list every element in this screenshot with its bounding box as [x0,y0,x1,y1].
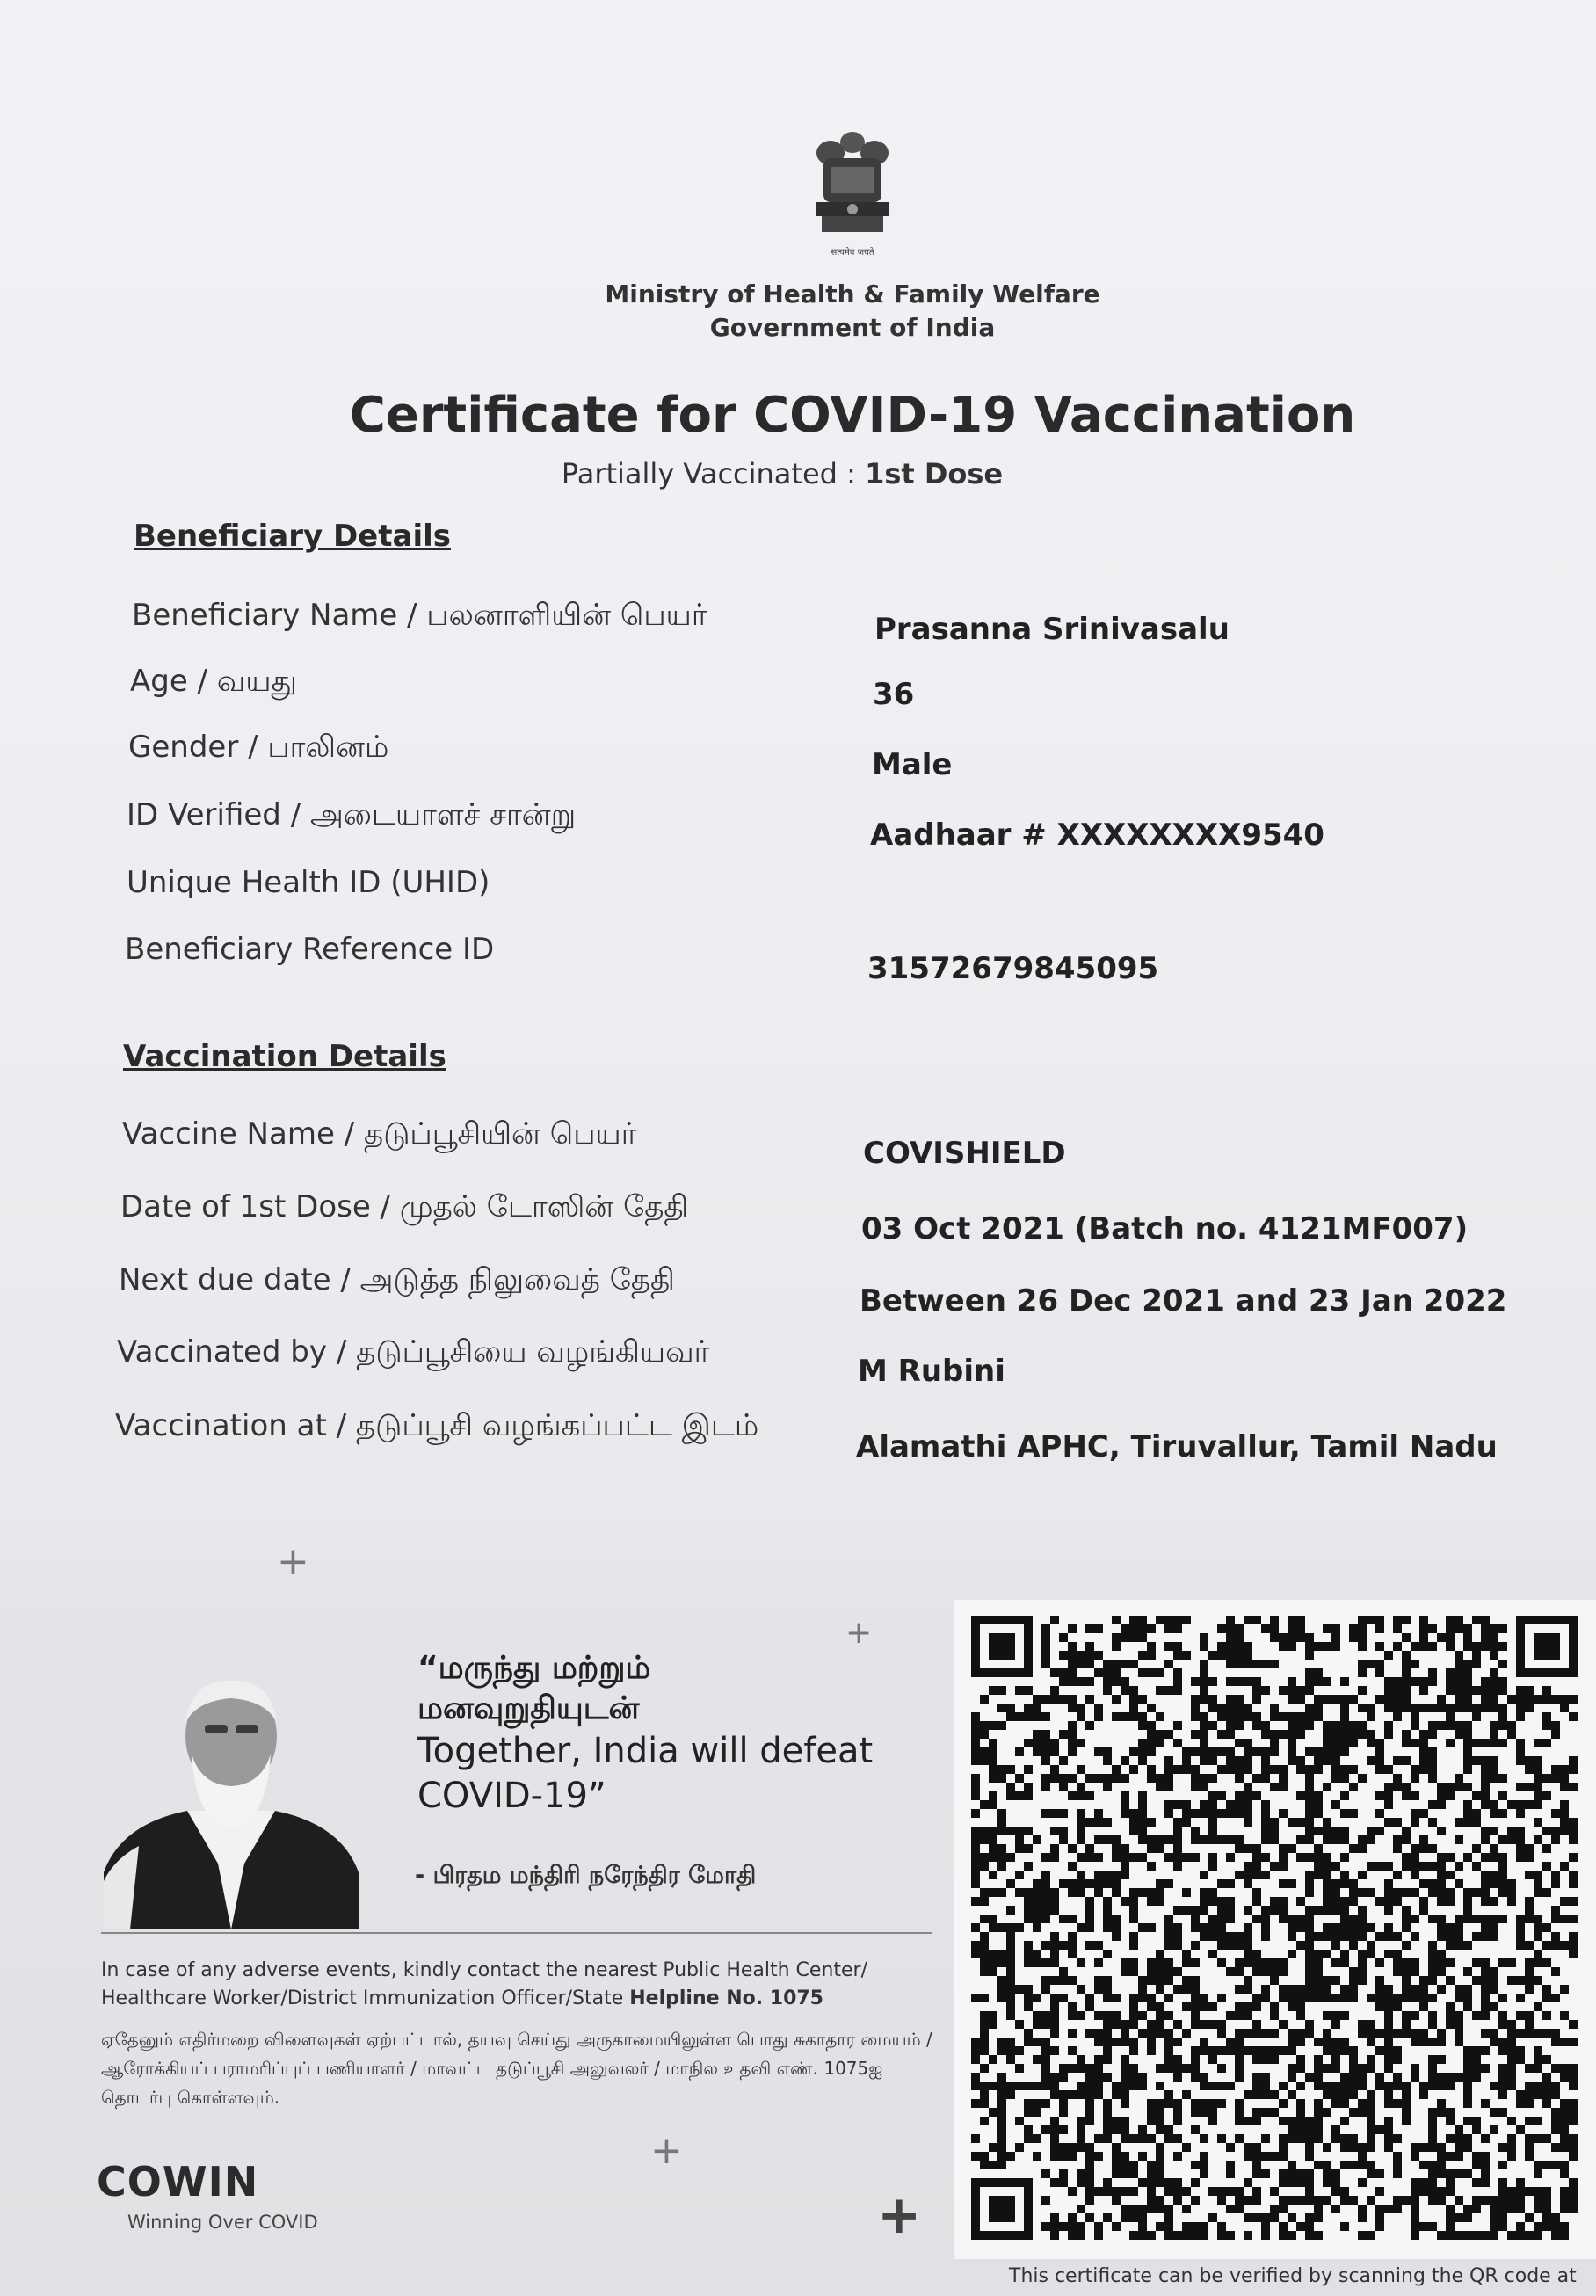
quote-english-line1: Together, India will defeat [417,1731,874,1772]
vaccine-name-label: Vaccine Name / தடுப்பூசியின் பெயர் [122,1116,637,1152]
first-dose-date-label: Date of 1st Dose / முதல் டோஸின் தேதி [120,1189,689,1224]
prime-minister-portrait [104,1670,359,1929]
beneficiary-name-value: Prasanna Srinivasalu [874,612,1230,647]
notice-line-2: Healthcare Worker/District Immunization Officer/State [101,1987,630,2009]
vaccination-at-value: Alamathi APHC, Tiruvallur, Tamil Nadu [856,1429,1498,1464]
vaccination-status [0,457,1564,490]
plus-decoration-icon: + [277,1539,309,1584]
vaccination-at-label: Vaccination at / தடுப்பூசி வழங்கப்பட்ட இடம் [115,1408,759,1443]
pm-quote [417,1648,910,1820]
qr-code [971,1616,1578,2240]
beneficiary-details-heading: Beneficiary Details [134,519,451,554]
national-emblem-icon [804,123,901,264]
ministry-name: Ministry of Health & Family Welfare [605,280,1100,309]
notice-line-1: In case of any adverse events, kindly contact the nearest Public Health Center/ [101,1959,868,1981]
dose-status: 1st Dose [865,457,1004,490]
quote-attribution: - பிரதம மந்திரி நரேந்திர மோதி [415,1862,757,1889]
uhid-label: Unique Health ID (UHID) [127,865,490,900]
first-dose-date-value: 03 Oct 2021 (Batch no. 4121MF007) [861,1211,1469,1246]
reference-id-value: 31572679845095 [867,951,1159,986]
divider [101,1932,932,1934]
certificate-title: Certificate for COVID-19 Vaccination [349,387,1356,444]
plus-decoration-icon: + [845,1615,873,1651]
id-verified-value: Aadhaar # XXXXXXXX9540 [870,817,1324,853]
helpline-number: Helpline No. 1075 [629,1987,823,2009]
status-prefix: Partially Vaccinated : [561,457,866,490]
cowin-logo: COWIN [97,2158,259,2205]
plus-decoration-icon: + [650,2128,683,2173]
adverse-events-notice-tamil: ஏதேனும் எதிர்மறை விளைவுகள் ஏற்பட்டால், தயவு செய்து அருகாமையிலுள்ள பொது சுகாதார மையம் / ஆரோக்கியப் பராமரிப்புப் பணியாளர் / மாவட்ட தடுப்பூசி அலுவலர் / மாநில உதவி எண். 1075ஐ தொடர்பு கொள்ளவும். [101,2029,932,2108]
gender-label: Gender / பாலினம் [128,730,389,765]
id-verified-label: ID Verified / அடையாளச் சான்று [127,797,577,832]
beneficiary-name-label: Beneficiary Name / பலனாளியின் பெயர் [132,598,707,633]
next-due-date-label: Next due date / அடுத்த நிலுவைத் தேதி [119,1262,675,1297]
age-value: 36 [873,677,915,712]
svg-text:सत्यमेव जयते: सत्यमेव जयते [831,248,874,258]
verification-note: This certificate can be verified by scanning the QR code at [1009,2265,1577,2287]
qr-code-frame [954,1600,1596,2259]
age-label: Age / வயது [130,664,298,699]
gender-value: Male [872,747,953,782]
vaccinated-by-label: Vaccinated by / தடுப்பூசியை வழங்கியவர் [117,1334,710,1370]
quote-english-line2: COVID-19” [417,1776,606,1817]
government-name: Government of India [709,313,996,342]
plus-decoration-icon: + [877,2184,922,2246]
reference-id-label: Beneficiary Reference ID [125,932,495,967]
next-due-date-value: Between 26 Dec 2021 and 23 Jan 2022 [860,1283,1507,1319]
vaccine-name-value: COVISHIELD [863,1136,1066,1171]
vaccination-details-heading: Vaccination Details [123,1039,446,1074]
vaccinated-by-value: M Rubini [858,1354,1005,1389]
adverse-events-notice-english [101,1957,945,2013]
cowin-tagline: Winning Over COVID [127,2212,318,2233]
quote-tamil-line1: “மருந்து மற்றும் [417,1650,651,1686]
quote-tamil-line2: மனவுறுதியுடன் [417,1690,640,1727]
